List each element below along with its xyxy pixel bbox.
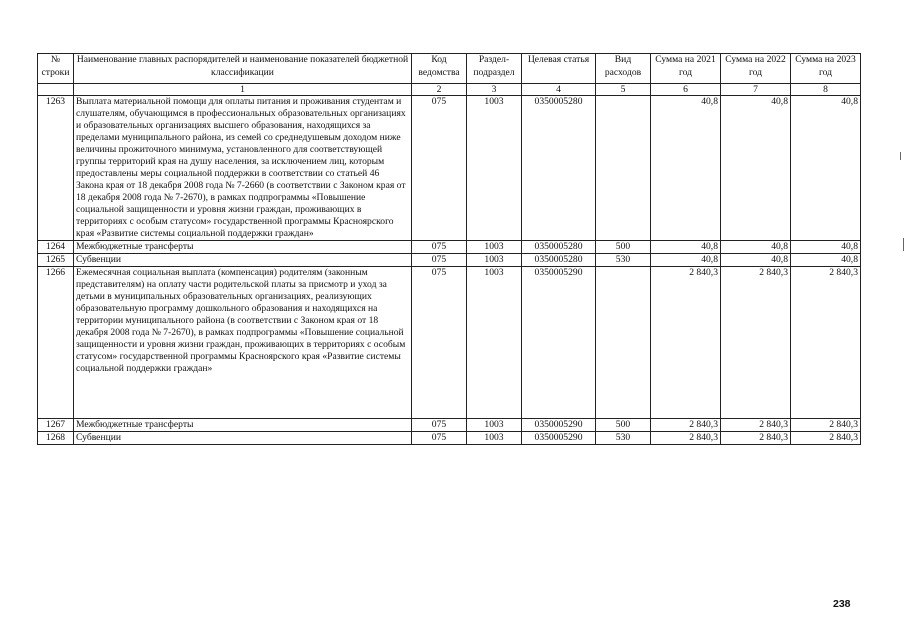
table-row	[38, 432, 861, 445]
department-code: 075	[412, 267, 467, 419]
sum-2022: 2 840,3	[721, 267, 791, 419]
header-sum-2023: Сумма на 2023 год	[791, 54, 861, 84]
target-article: 0350005290	[522, 432, 596, 445]
target-article: 0350005280	[522, 241, 596, 254]
column-number: 2	[412, 84, 467, 96]
page-number: 238	[833, 598, 851, 610]
row-number: 1267	[38, 419, 74, 432]
row-name: Межбюджетные трансферты	[74, 419, 412, 432]
column-number: 7	[721, 84, 791, 96]
table-header-row	[38, 54, 861, 84]
sum-2021: 2 840,3	[651, 267, 721, 419]
header-section: Раздел- подраздел	[467, 54, 522, 84]
sum-2023: 40,8	[791, 241, 861, 254]
sum-2023: 2 840,3	[791, 432, 861, 445]
expense-type: 530	[596, 254, 651, 267]
table-row	[38, 419, 861, 432]
scan-edge-mark	[903, 238, 904, 251]
section-code: 1003	[467, 241, 522, 254]
header-expense-type: Вид расходов	[596, 54, 651, 84]
row-name: Субвенции	[74, 432, 412, 445]
section-code: 1003	[467, 267, 522, 419]
section-code: 1003	[467, 419, 522, 432]
budget-document	[37, 53, 860, 445]
sum-2021: 2 840,3	[651, 432, 721, 445]
budget-table	[37, 53, 861, 445]
header-row-number: № строки	[38, 54, 74, 84]
department-code: 075	[412, 254, 467, 267]
row-number: 1264	[38, 241, 74, 254]
sum-2021: 40,8	[651, 96, 721, 241]
sum-2023: 2 840,3	[791, 419, 861, 432]
section-code: 1003	[467, 432, 522, 445]
row-name: Субвенции	[74, 254, 412, 267]
target-article: 0350005290	[522, 419, 596, 432]
expense-type	[596, 96, 651, 241]
table-row	[38, 267, 861, 419]
department-code: 075	[412, 96, 467, 241]
scan-edge-mark	[900, 152, 901, 160]
target-article: 0350005280	[522, 254, 596, 267]
department-code: 075	[412, 432, 467, 445]
header-target-article: Целевая статья	[522, 54, 596, 84]
section-code: 1003	[467, 254, 522, 267]
expense-type: 530	[596, 432, 651, 445]
row-number: 1266	[38, 267, 74, 419]
section-code: 1003	[467, 96, 522, 241]
row-number: 1265	[38, 254, 74, 267]
row-name: Ежемесячная социальная выплата (компенсация) родителям (законным представителям) на оплату части родительской платы за присмотр и уход за детьми в муниципальных образовательных организациях, реализующих образовательную программу дошкольного образования и находящихся на территории муниципального района (в соответствии с Законом края от 18 декабря 2008 года № 7-2670), в рамках подпрограммы «Повышение социальной защищенности и уровня жизни граждан, проживающих в территориях с особым статусом» государственной программы Красноярского края «Развитие системы социальной поддержки граждан»	[74, 267, 412, 419]
header-department-code: Код ведомства	[412, 54, 467, 84]
sum-2022: 2 840,3	[721, 432, 791, 445]
table-row	[38, 241, 861, 254]
target-article: 0350005290	[522, 267, 596, 419]
sum-2022: 2 840,3	[721, 419, 791, 432]
sum-2022: 40,8	[721, 96, 791, 241]
target-article: 0350005280	[522, 96, 596, 241]
department-code: 075	[412, 241, 467, 254]
row-name: Межбюджетные трансферты	[74, 241, 412, 254]
sum-2023: 40,8	[791, 254, 861, 267]
row-name: Выплата материальной помощи для оплаты питания и проживания студентам и слушателям, обучающимся в профессиональных образовательных организациях и образовательных организациях высшего образования, находящихся за пределами муниципального района, из семей со среднедушевым доходом ниже величины прожиточного минимума, установленного для соответствующей группы территорий края на душу населения, за исключением лиц, которым предоставлены меры социальной поддержки в соответствии со статьей 46 Закона края от 18 декабря 2008 года № 7-2660 (в соответствии с Законом края от 18 декабря 2008 года № 7-2670), в рамках подпрограммы «Повышение социальной защищенности и уровня жизни граждан, проживающих в территориях с особым статусом» государственной программы Красноярского края «Развитие системы социальной поддержки граждан»	[74, 96, 412, 241]
sum-2021: 40,8	[651, 254, 721, 267]
sum-2021: 40,8	[651, 241, 721, 254]
column-number-row	[38, 84, 861, 96]
row-number: 1268	[38, 432, 74, 445]
header-sum-2022: Сумма на 2022 год	[721, 54, 791, 84]
column-number: 8	[791, 84, 861, 96]
sum-2022: 40,8	[721, 241, 791, 254]
sum-2023: 2 840,3	[791, 267, 861, 419]
expense-type: 500	[596, 419, 651, 432]
column-number: 4	[522, 84, 596, 96]
sum-2022: 40,8	[721, 254, 791, 267]
department-code: 075	[412, 419, 467, 432]
header-name: Наименование главных распорядителей и наименование показателей бюджетной классификации	[74, 54, 412, 84]
table-row	[38, 96, 861, 241]
sum-2023: 40,8	[791, 96, 861, 241]
column-number: 5	[596, 84, 651, 96]
sum-2021: 2 840,3	[651, 419, 721, 432]
column-number: 3	[467, 84, 522, 96]
expense-type: 500	[596, 241, 651, 254]
row-number: 1263	[38, 96, 74, 241]
column-number: 1	[74, 84, 412, 96]
expense-type	[596, 267, 651, 419]
column-number	[38, 84, 74, 96]
table-row	[38, 254, 861, 267]
column-number: 6	[651, 84, 721, 96]
header-sum-2021: Сумма на 2021 год	[651, 54, 721, 84]
